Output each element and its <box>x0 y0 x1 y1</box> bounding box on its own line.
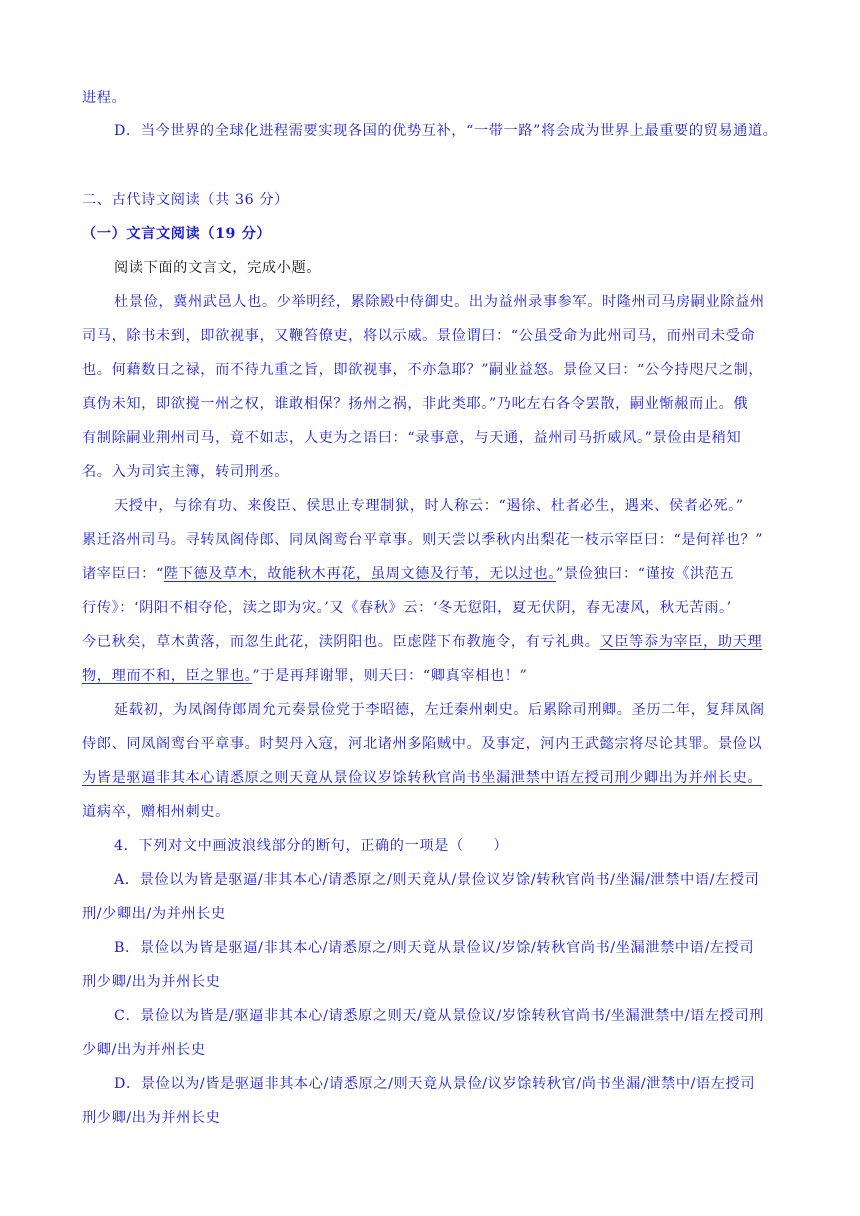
section-heading: 二、古代诗文阅读（共 36 分） <box>82 192 289 208</box>
passage-line <box>82 564 734 584</box>
passage-text: ”于是再拜谢罪，则天曰：“卿真宰相也！” <box>252 668 528 684</box>
passage-line <box>82 632 762 652</box>
passage-text: ”景俭独曰：“谨按《洪范五 <box>555 566 735 582</box>
subsection-heading: （一）文言文阅读（19 分） <box>82 226 272 242</box>
underlined-sentence: 物，理而不和，臣之罪也。 <box>82 668 253 684</box>
passage-line: 天授中，与徐有功、来俊臣、侯思止专理制狱，时人称云：“遏徐、杜者必生，遇来、侯者必死。” <box>114 498 744 514</box>
instruction-text: 阅读下面的文言文，完成小题。 <box>114 260 322 276</box>
passage-line: 累迁洛州司马。寻转凤阁侍郎、同凤阁鸾台平章事。则天尝以季秋内出梨花一枝示宰臣曰：“是何祥也？” <box>82 532 764 548</box>
passage-line: 名。入为司宾主簿，转司刑丞。 <box>82 464 290 480</box>
option-a-continued: 刑/少卿出/为并州长史 <box>82 906 226 922</box>
underlined-sentence: 又臣等忝为宰臣，助天理 <box>599 634 763 650</box>
option-c-continued: 少卿/出为并州长史 <box>82 1042 206 1058</box>
passage-line: 道病卒，赠相州刺史。 <box>82 804 230 820</box>
passage-text: 今已秋矣，草木黄落，而忽生此花，渎阴阳也。臣虑陛下布教施令，有亏礼典。 <box>82 634 600 650</box>
passage-line: 延载初，为凤阁侍郎周允元奏景俭党于李昭德，左迁秦州刺史。后累除司刑卿。圣历二年，复拜凤阁 <box>114 702 765 718</box>
passage-line: 行传》：‘阴阳不相夺伦，渎之即为灾。’又《春秋》云：‘冬无愆阳，夏无伏阴，春无凄风，秋无苦雨。’ <box>82 600 732 616</box>
passage-text: 诸宰臣曰：“ <box>82 566 164 582</box>
underlined-sentence: 陛下德及草木，故能秋木再花，虽周文德及行苇，无以过也。 <box>163 566 556 582</box>
option-c: C．景俭以为皆是/驱逼非其本心/请悉原之则天/竟从景俭议/岁馀转秋官尚书/坐漏泄禁中/语左授司刑 <box>114 1008 765 1024</box>
option-b-continued: 刑少卿/出为并州长史 <box>82 974 221 990</box>
option-d-prev-question: D．当今世界的全球化进程需要实现各国的优势互补，“一带一路”将会成为世界上最重要的贸易通道。 <box>114 123 778 139</box>
passage-line: 也。何藉数日之禄，而不待九重之旨，即欲视事，不亦急耶？”嗣业益怒。景俭又曰：“公今持咫尺之制， <box>82 362 764 378</box>
option-a: A．景俭以为皆是驱逼/非其本心/请悉原之/则天竟从/景俭议岁馀/转秋官尚书/坐漏/泄禁中语/左授司 <box>114 872 760 888</box>
text-line: 进程。 <box>82 90 127 106</box>
option-d-continued: 刑少卿/出为并州长史 <box>82 1110 221 1126</box>
passage-line: 有制除嗣业荆州司马，竟不如志，人吏为之语曰：“录事意，与天通，益州司马折威风。”景俭由是稍知 <box>82 430 742 446</box>
option-d: D．景俭以为/皆是驱逼非其本心/请悉原之/则天竟从景俭/议岁馀转秋官/尚书坐漏/泄禁中/语左授司 <box>114 1076 756 1092</box>
option-b: B．景俭以为皆是驱逼/非其本心/请悉原之/则天竟从景俭议/岁馀/转秋官尚书/坐漏泄禁中语/左授司 <box>114 940 755 956</box>
passage-line: 真伪未知，即欲搅一州之权，谁敢相保？扬州之祸，非此类耶。”乃叱左右各令罢散，嗣业惭赧而止。俄 <box>82 396 749 412</box>
wavy-underlined-passage: 为皆是驱逼非其本心请悉原之则天竟从景俭议岁馀转秋官尚书坐漏泄禁中语左授司刑少卿出为并州长史。 <box>82 770 763 786</box>
passage-line: 司马，除书未到，即欲视事，又鞭笞僚吏，将以示威。景俭谓曰：“公虽受命为此州司马，而州司未受命 <box>82 328 756 344</box>
passage-line: 侍郎、同凤阁鸾台平章事。时契丹入寇，河北诸州多陷贼中。及事定，河内王武懿宗将尽论其罪。景俭以 <box>82 736 763 752</box>
passage-line <box>82 666 527 686</box>
passage-line: 杜景俭，冀州武邑人也。少举明经，累除殿中侍御史。出为益州录事参军。时隆州司马房嗣业除益州 <box>114 294 765 310</box>
question-4: 4．下列对文中画波浪线部分的断句，正确的一项是（ ） <box>114 838 509 854</box>
